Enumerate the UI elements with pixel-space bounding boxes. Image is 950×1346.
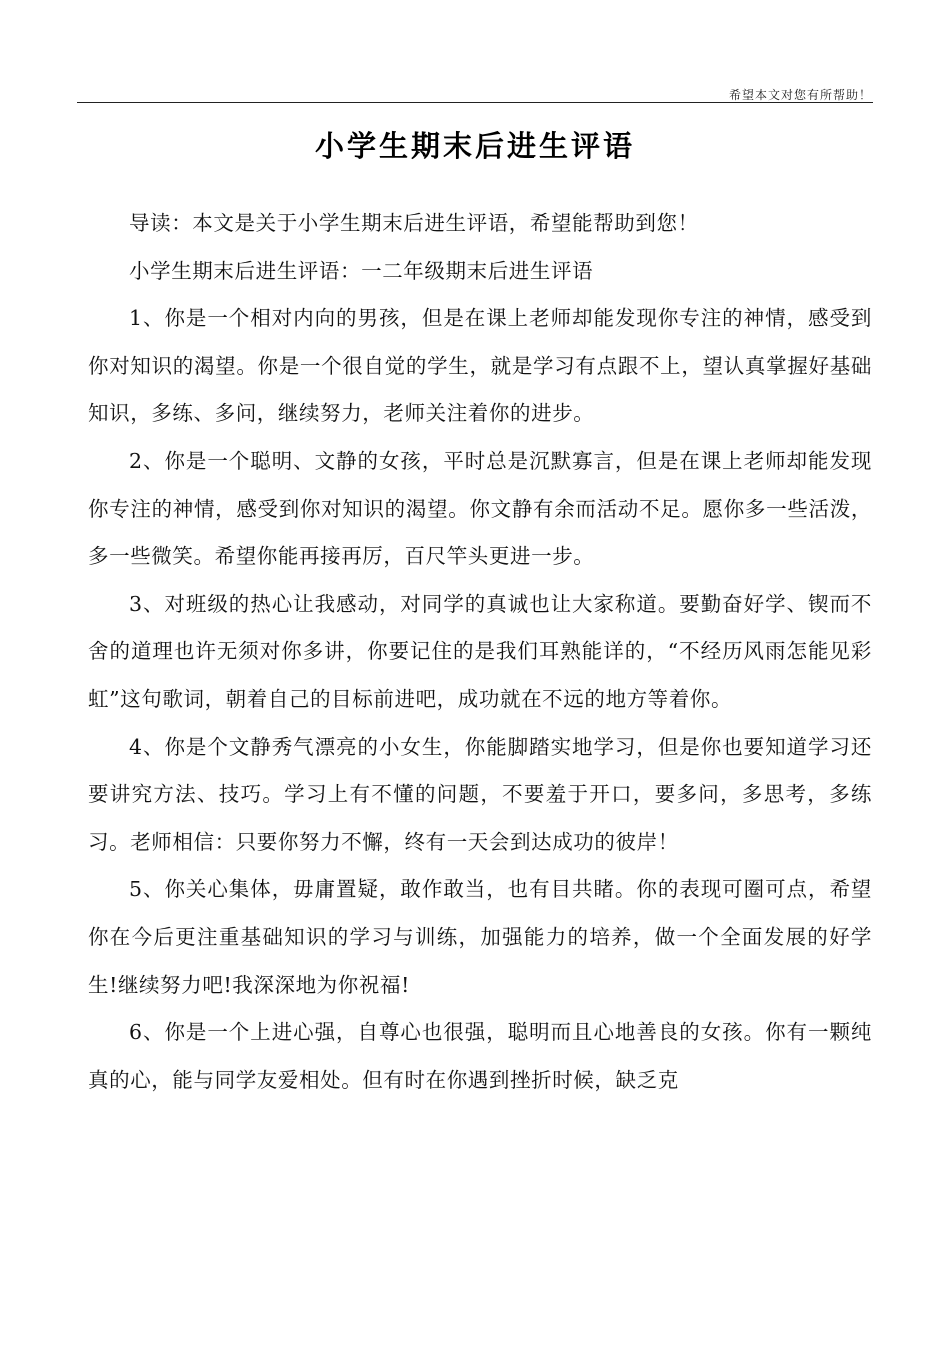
comment-paragraph-2: 2、你是一个聪明、文静的女孩，平时总是沉默寡言，但是在课上老师却能发现你专注的神情，感受到你对知识的渴望。你文静有余而活动不足。愿你多一些活泼，多一些微笑。希望你能再接再厉，百尺竿头更进一步。: [88, 448, 872, 569]
header-note: 希望本文对您有所帮助！: [728, 88, 872, 102]
comment-paragraph-6: 6、你是一个上进心强，自尊心也很强，聪明而且心地善良的女孩。你有一颗纯真的心，能与同学友爱相处。但有时在你遇到挫折时候，缺乏克: [88, 1020, 872, 1092]
subheading: 小学生期末后进生评语：一二年级期末后进生评语: [129, 258, 594, 283]
comment-paragraph-4: 4、你是个文静秀气漂亮的小女生，你能脚踏实地学习，但是你也要知道学习还要讲究方法、技巧。学习上有不懂的问题，不要羞于开口，要多问，多思考，多练习。老师相信：只要你努力不懈，终有一天会到达成功的彼岸！: [88, 734, 872, 854]
comment-paragraph-3: 3、对班级的热心让我感动，对同学的真诚也让大家称道。要勤奋好学、锲而不舍的道理也许无须对你多讲，你要记住的是我们耳熟能详的，“不经历风雨怎能见彩虹”这句歌词，朝着自己的目标前进吧，成功就在不远的地方等着你。: [88, 591, 872, 711]
comment-paragraph-5: 5、你关心集体，毋庸置疑，敢作敢当，也有目共睹。你的表现可圈可点，希望你在今后更注重基础知识的学习与训练，加强能力的培养，做一个全面发展的好学生!继续努力吧!我深深地为你祝福!: [88, 877, 872, 997]
header-divider: [77, 102, 873, 103]
comment-paragraph-1: 1、你是一个相对内向的男孩，但是在课上老师却能发现你专注的神情，感受到你对知识的渴望。你是一个很自觉的学生，就是学习有点跟不上，望认真掌握好基础知识，多练、多问，继续努力，老师关注着你的进步。: [88, 306, 872, 426]
intro-paragraph: 导读：本文是关于小学生期末后进生评语，希望能帮助到您！: [129, 211, 699, 235]
document-body: [88, 200, 872, 1104]
document-title: 小学生期末后进生评语: [314, 129, 635, 163]
